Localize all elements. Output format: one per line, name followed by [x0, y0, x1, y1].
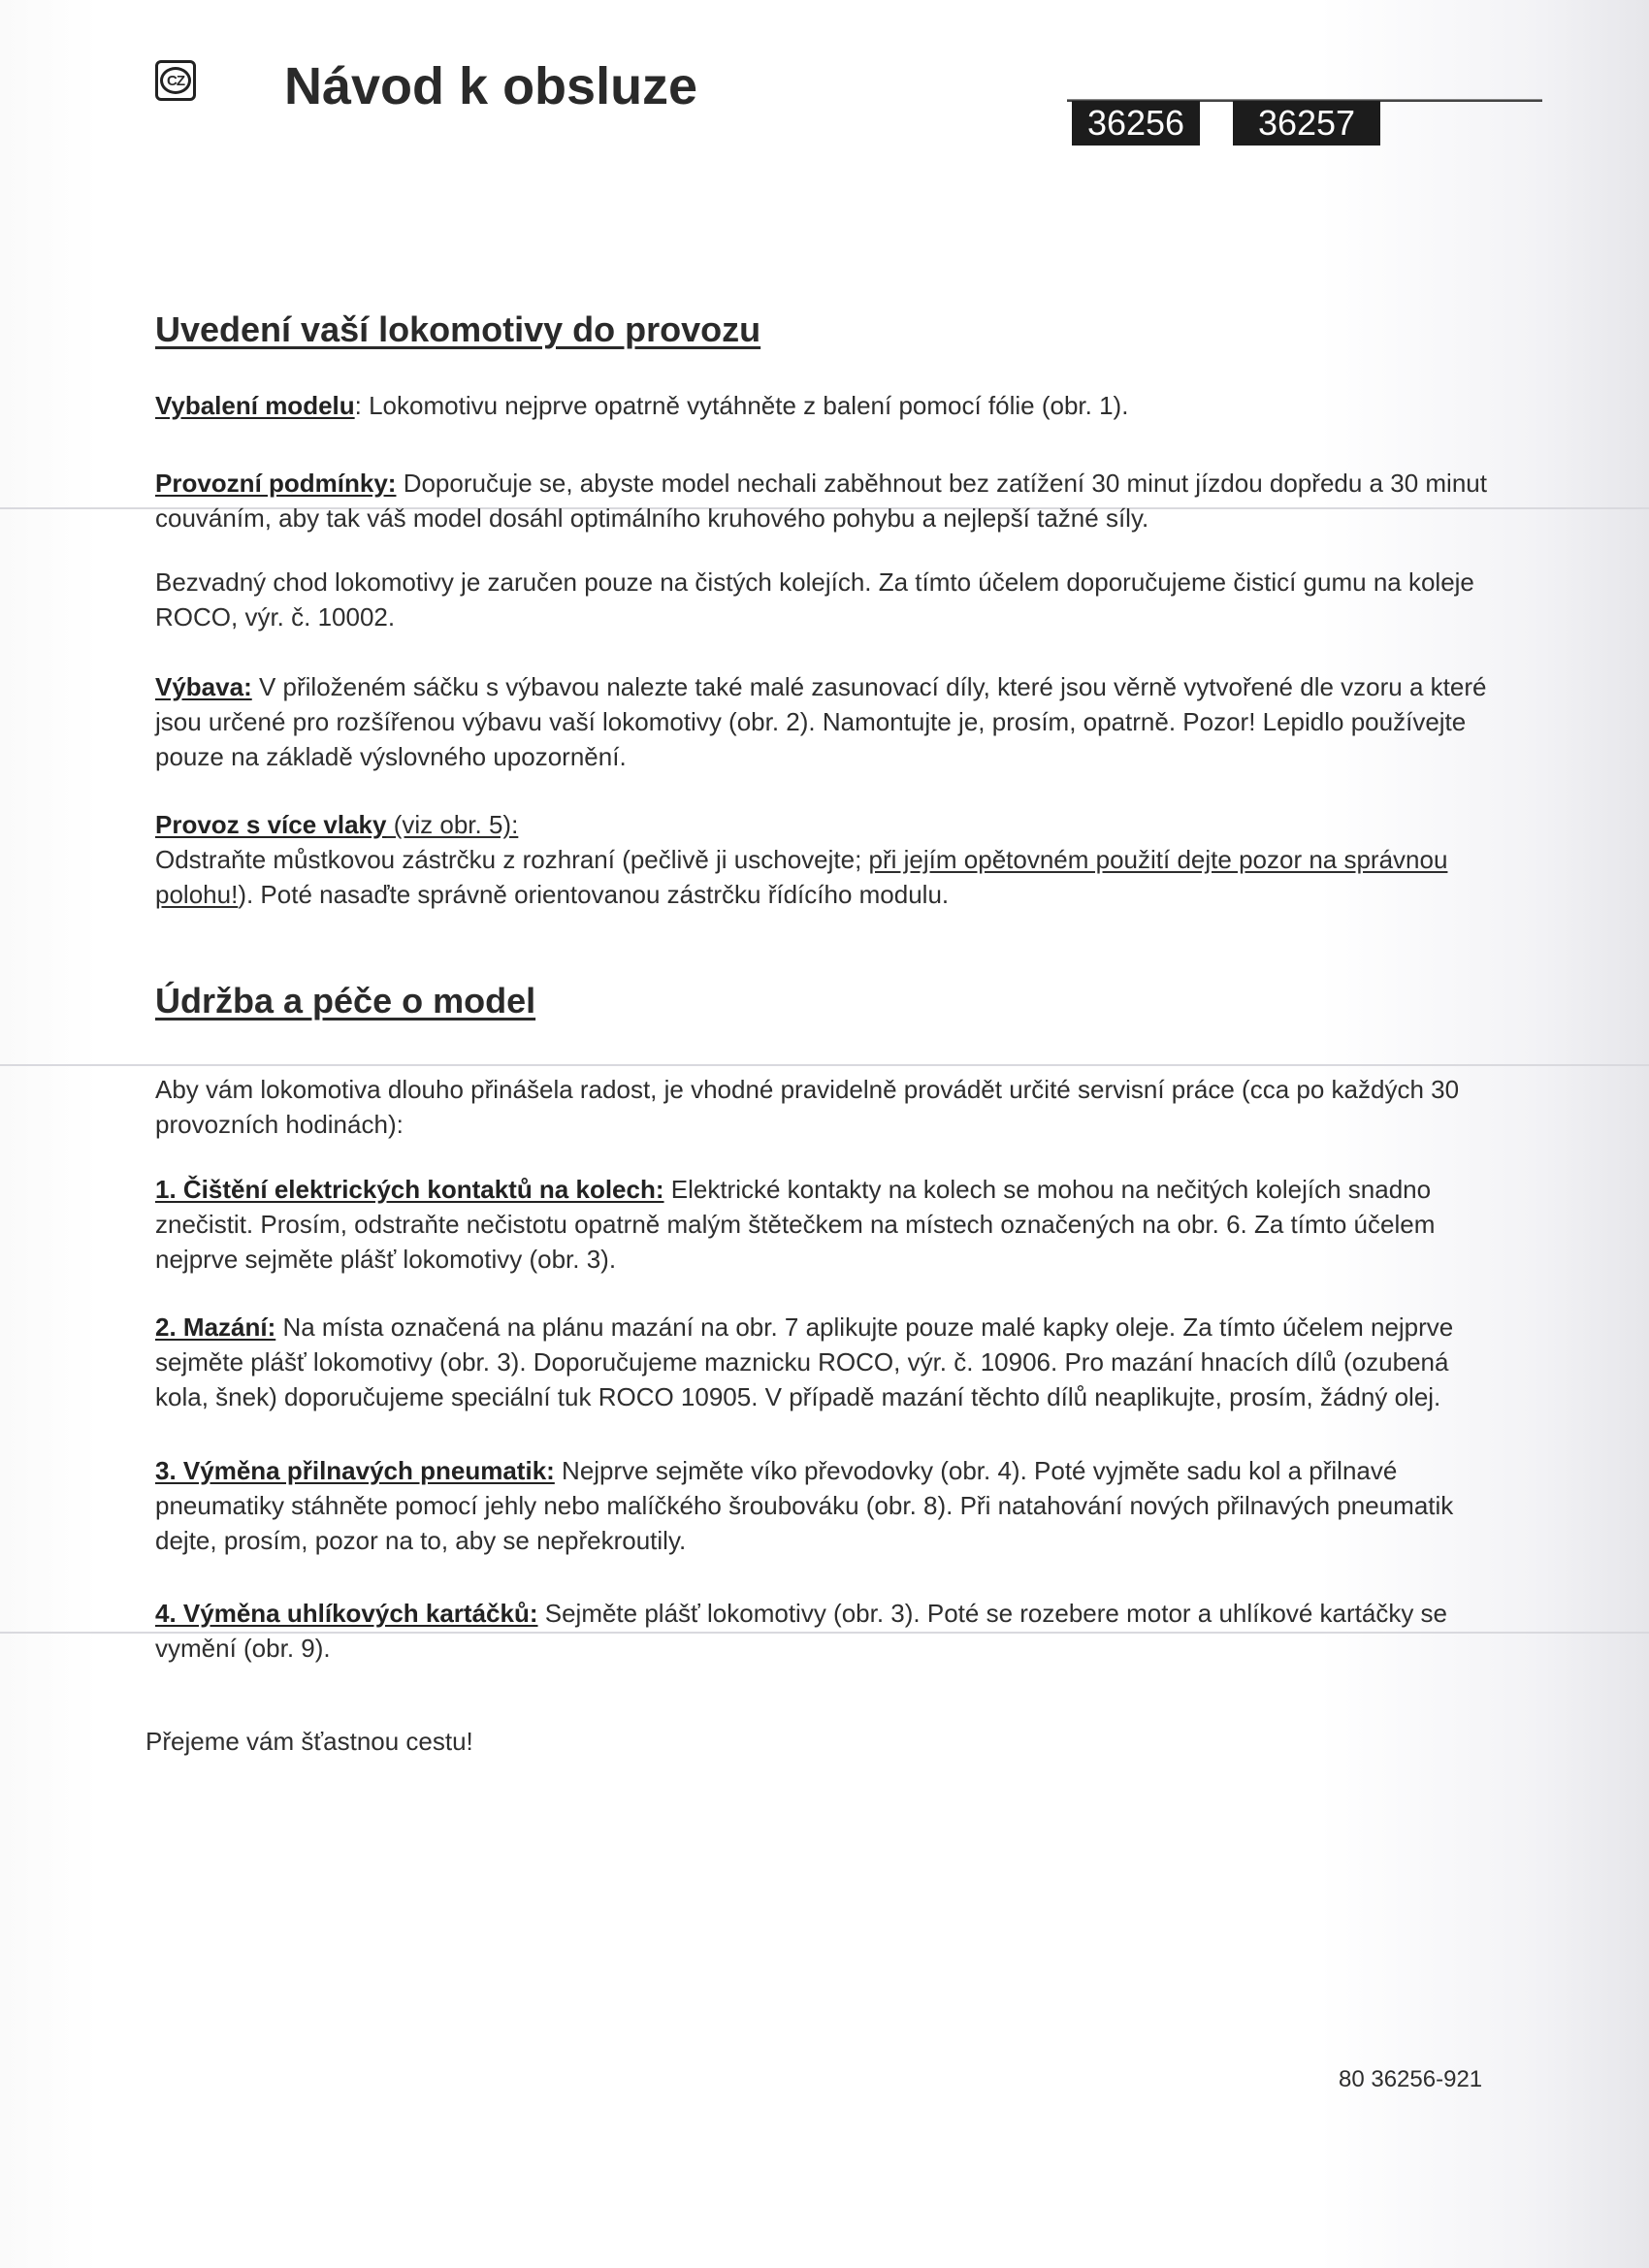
paragraph-maintenance-intro: [155, 1072, 1494, 1142]
paragraph-text: Aby vám lokomotiva dlouho přinášela radost, je vhodné pravidelně provádět určité servisní práce (cca po každých 30 provozních hodinách):: [155, 1075, 1460, 1139]
paragraph-text: Lokomotivu nejprve opatrně vytáhněte z balení pomocí fólie (obr. 1).: [361, 391, 1129, 420]
paragraph-text: V přiloženém sáčku s výbavou nalezte také malé zasunovací díly, které jsou věrně vytvořené dle vzoru a které jsou určené pro rozšířenou výbavu vaší lokomotivy (obr. 2). Namontujte je, prosím, opatrně. Pozor! Lepidlo používejte pouze na základě výslovného upozornění.: [155, 672, 1487, 771]
paragraph-text: Elektrické kontakty na kolech se mohou na nečitých kolejích snadno znečistit. Prosím, odstraňte nečistotu opatrně malým štětečkem na místech označených na obr. 6. Za tímto účelem nejprve sejměte plášť lokomotivy (obr. 3).: [155, 1175, 1436, 1274]
paragraph-clean-track: [155, 565, 1494, 634]
paragraph-text: Sejměte plášť lokomotivy (obr. 3). Poté se rozebere motor a uhlíkové kartáčky se vymění (obr. 9).: [155, 1599, 1448, 1663]
page-title: Návod k obsluze: [284, 57, 698, 115]
closing-greeting: Přejeme vám šťastnou cestu!: [146, 1727, 473, 1756]
maintenance-item-tires: [155, 1453, 1494, 1558]
document-number: 80 36256-921: [1339, 2066, 1483, 2092]
paragraph-operating-conditions: [155, 466, 1494, 535]
paragraph-text: Nejprve sejměte víko převodovky (obr. 4). Poté vyjměte sadu kol a přilnavé pneumatiky stáhněte pomocí jehly nebo malíčkého šroubováku (obr. 8). Při natahování nových přilnavých pneumatik dejte, prosím, pozor na to, aby se nepřekroutily.: [155, 1456, 1454, 1555]
maintenance-item-brushes: [155, 1596, 1494, 1666]
paragraph-lead: 3. Výměna přilnavých pneumatik:: [155, 1456, 555, 1485]
paragraph-text: Odstraňte můstkovou zástrčku z rozhraní (pečlivě ji uschovejte;: [155, 845, 869, 874]
paragraph-lead: Provoz s více vlaky: [155, 810, 387, 839]
paragraph-lead: Vybalení modelu: [155, 391, 355, 420]
paragraph-lead: 4. Výměna uhlíkových kartáčků:: [155, 1599, 538, 1628]
maintenance-item-lubrication: [155, 1310, 1494, 1414]
paragraph-lead: 1. Čištění elektrických kontaktů na kolech:: [155, 1175, 664, 1204]
paragraph-equipment: [155, 669, 1494, 774]
language-badge-label: CZ: [167, 72, 184, 89]
article-number-2: 36257: [1233, 101, 1380, 146]
section-heading-maintenance: Údržba a péče o model: [155, 981, 536, 1021]
paragraph-text: Doporučuje se, abyste model nechali zaběhnout bez zatížení 30 minut jízdou dopředu a 30 minut couváním, aby tak váš model dosáhl optimálního kruhového pohybu a nejlepší tažné síly.: [155, 469, 1487, 533]
language-badge-icon: [155, 60, 196, 101]
paragraph-lead: Výbava:: [155, 672, 252, 701]
paragraph-text: Na místa označená na plánu mazání na obr. 7 aplikujte pouze malé kapky oleje. Za tímto účelem nejprve sejměte plášť lokomotivy (obr. 3). Doporučujeme maznicku ROCO, výr. č. 10906. Pro mazání hnacích dílů (ozubená kola, šnek) doporučujeme speciální tuk ROCO 10905. V případě mazání těchto dílů neaplikujte, prosím, žádný olej.: [155, 1312, 1454, 1411]
paragraph-colon: :: [354, 391, 362, 420]
article-number-1: 36256: [1072, 101, 1200, 146]
paragraph-text: ). Poté nasaďte správně orientovanou zástrčku řídícího modulu.: [238, 880, 950, 909]
maintenance-item-cleaning: [155, 1172, 1494, 1277]
paragraph-lead: Provozní podmínky:: [155, 469, 397, 498]
paragraph-underlined-text: při jejím opětovném použití dejte pozor na správnou polohu!: [155, 845, 1448, 909]
fold-line: [0, 1064, 1649, 1066]
section-heading-commissioning: Uvedení vaší lokomotivy do provozu: [155, 309, 761, 349]
paragraph-unpacking: [155, 388, 1494, 423]
paragraph-lead-suffix: (viz obr. 5):: [386, 810, 519, 839]
paragraph-lead: 2. Mazání:: [155, 1312, 276, 1342]
paragraph-multi-train: [155, 807, 1494, 912]
paragraph-text: Bezvadný chod lokomotivy je zaručen pouze na čistých kolejích. Za tímto účelem doporučujeme čisticí gumu na koleje ROCO, výr. č. 10002.: [155, 567, 1474, 632]
